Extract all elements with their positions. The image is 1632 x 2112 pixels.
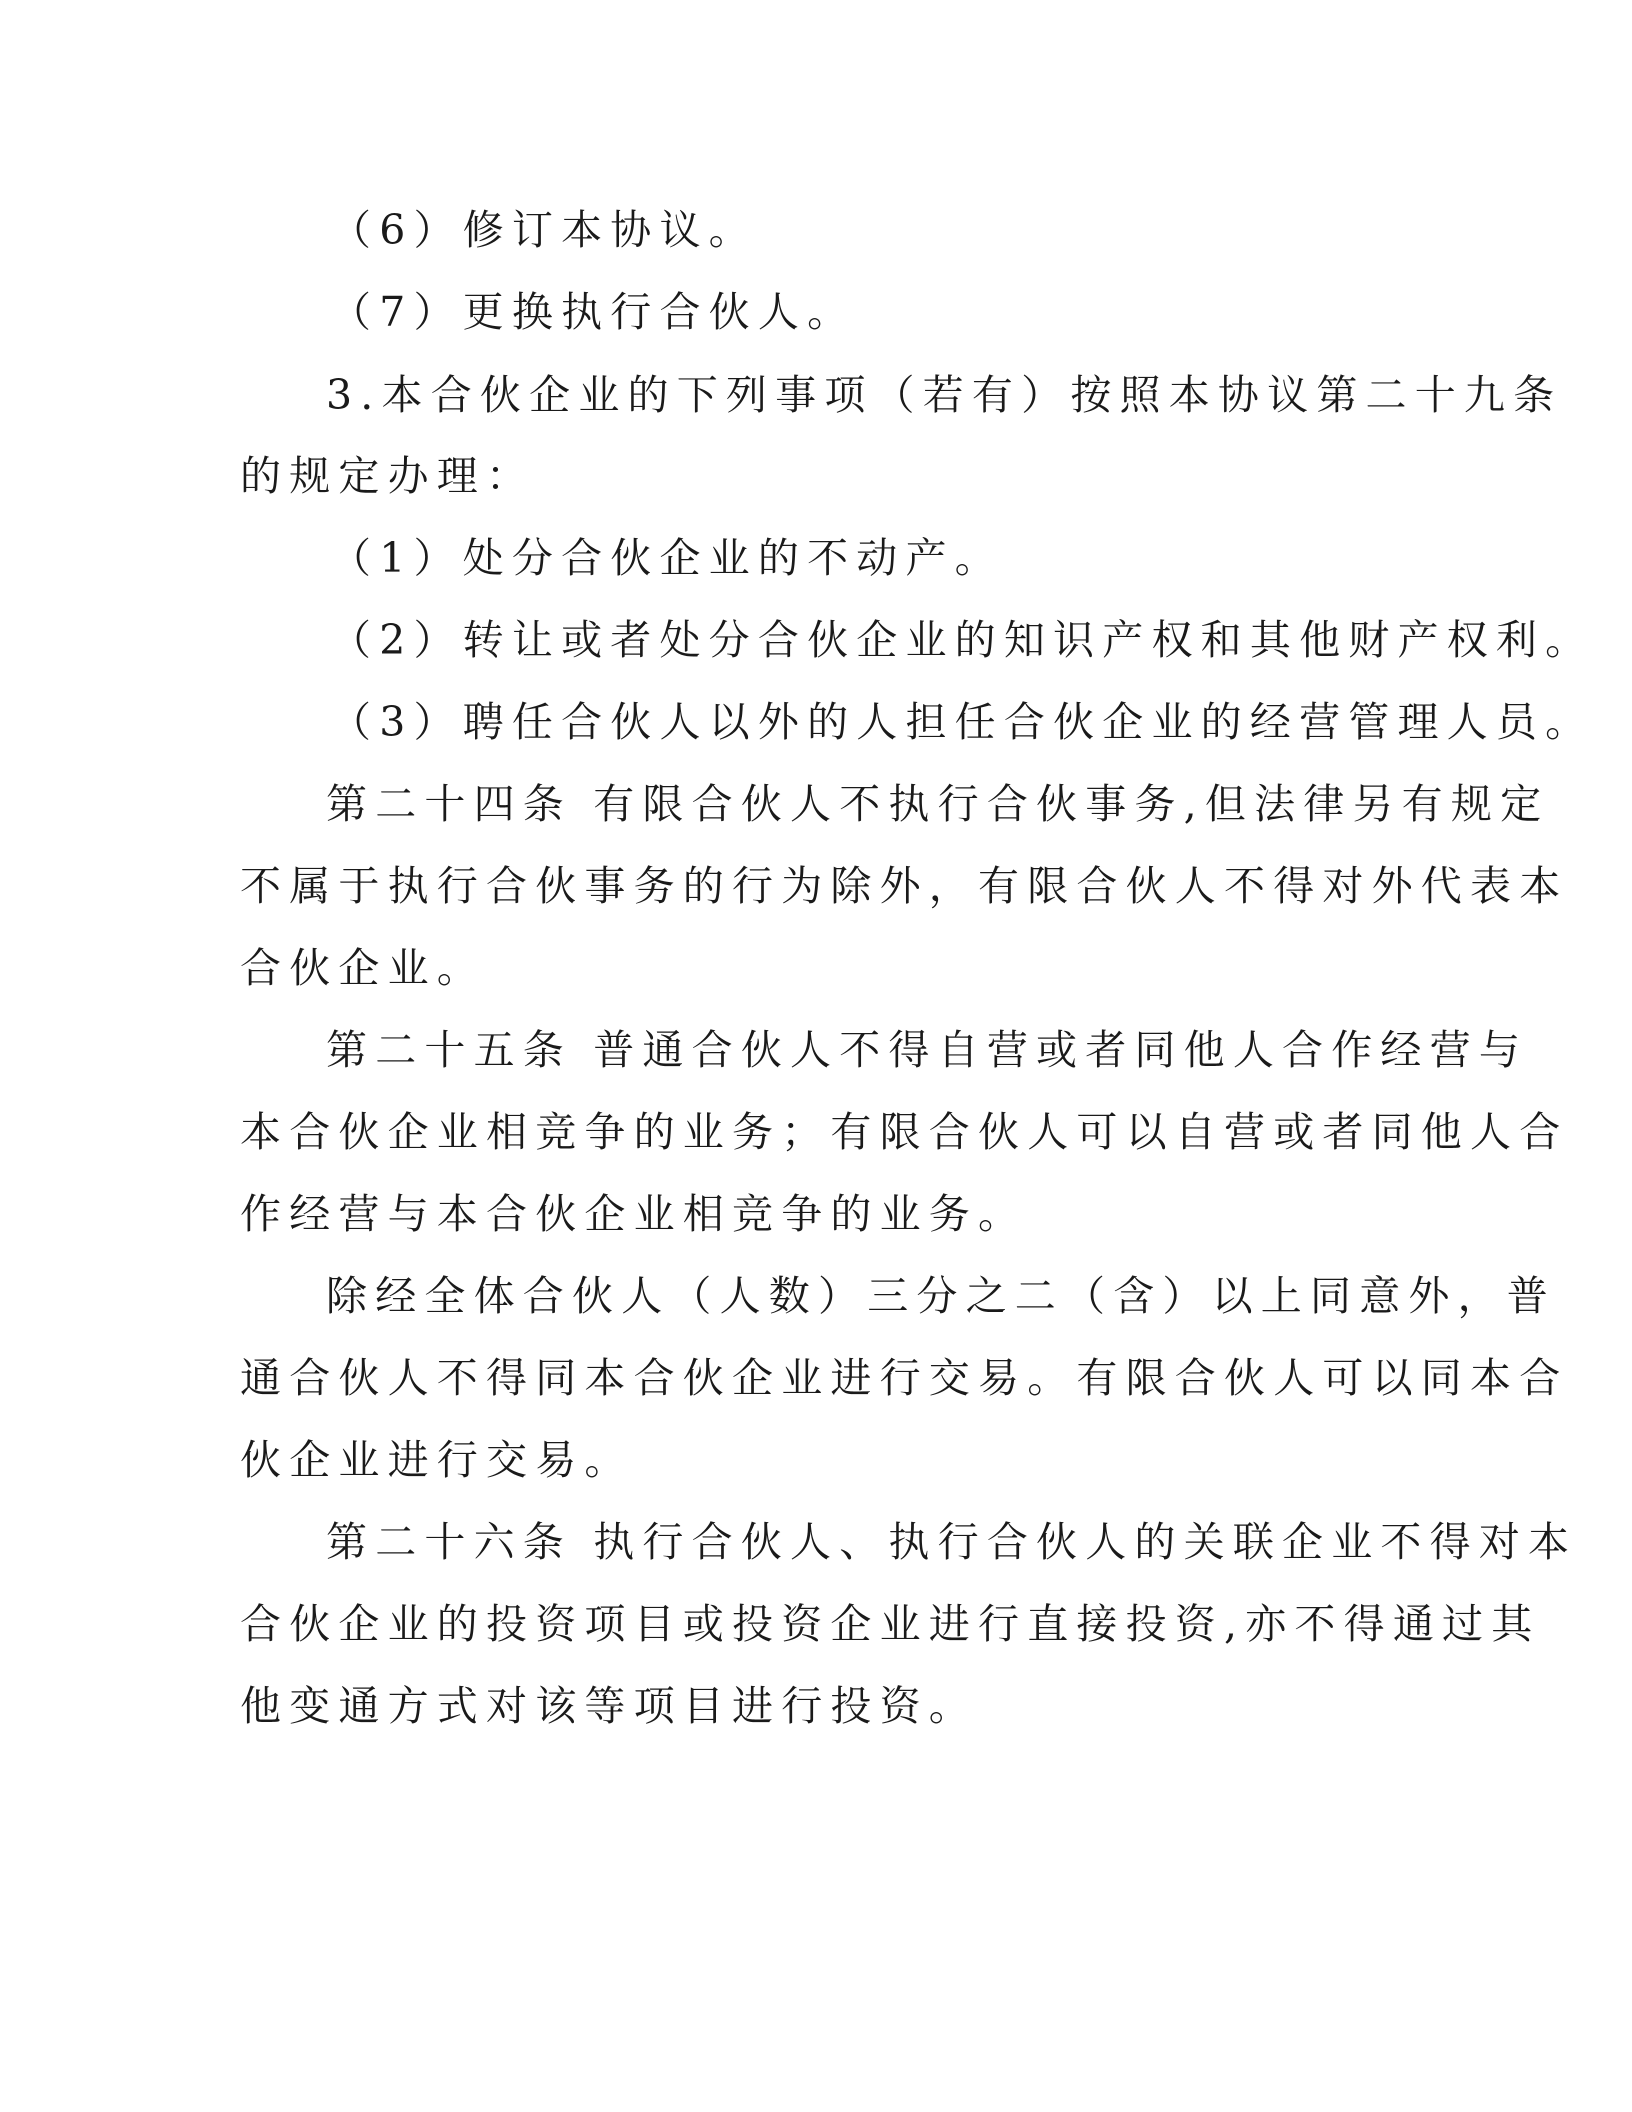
text-line: 除经全体合伙人（人数）三分之二（含）以上同意外，普	[326, 1272, 1556, 1320]
text-line: 本合伙企业相竞争的业务；有限合伙人可以自营或者同他人合	[240, 1108, 1569, 1156]
text-line: 不属于执行合伙事务的行为除外，有限合伙人不得对外代表本	[240, 862, 1569, 910]
text-line: （1）处分合伙企业的不动产。	[330, 534, 1004, 582]
text-line: （7）更换执行合伙人。	[330, 288, 857, 336]
text-line: 伙企业进行交易。	[240, 1436, 634, 1484]
text-line: （3）聘任合伙人以外的人担任合伙企业的经营管理人员。	[330, 698, 1595, 746]
text-line: （2）转让或者处分合伙企业的知识产权和其他财产权利。	[330, 616, 1595, 664]
text-line: 合伙企业。	[240, 944, 486, 992]
text-line: 作经营与本合伙企业相竞争的业务。	[240, 1190, 1028, 1238]
text-line: 第二十五条 普通合伙人不得自营或者同他人合作经营与	[326, 1026, 1529, 1074]
text-line: 3.本合伙企业的下列事项（若有）按照本协议第二十九条	[326, 371, 1563, 419]
text-line: 合伙企业的投资项目或投资企业进行直接投资,亦不得通过其	[240, 1600, 1541, 1648]
text-line: 第二十四条 有限合伙人不执行合伙事务,但法律另有规定	[326, 780, 1550, 828]
text-line: 通合伙人不得同本合伙企业进行交易。有限合伙人可以同本合	[240, 1354, 1569, 1402]
text-line: （6）修订本协议。	[330, 206, 758, 254]
text-line: 第二十六条 执行合伙人、执行合伙人的关联企业不得对本	[326, 1518, 1578, 1566]
text-line: 他变通方式对该等项目进行投资。	[240, 1682, 978, 1730]
text-line: 的规定办理：	[240, 452, 536, 500]
